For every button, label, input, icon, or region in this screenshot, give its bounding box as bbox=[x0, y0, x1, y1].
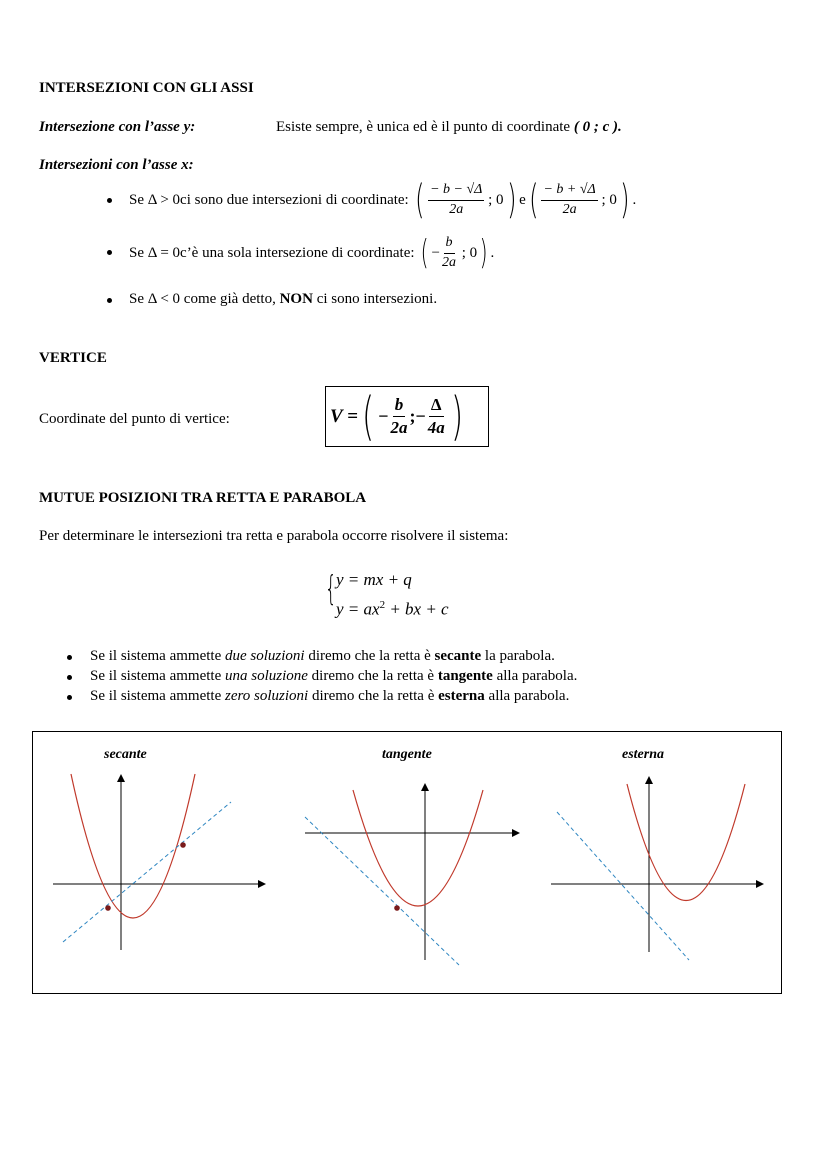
fraction-root2 bbox=[541, 183, 597, 217]
semicolon-zero: ; 0 bbox=[461, 244, 478, 261]
bullet3-condition: Δ < 0 bbox=[147, 291, 181, 307]
bullet1-condition: Δ > 0 bbox=[147, 191, 181, 208]
bullet-dot bbox=[107, 250, 112, 255]
paren-close: ) bbox=[620, 177, 630, 223]
conjunction-e: e bbox=[519, 191, 526, 208]
eq2-exponent: 2 bbox=[379, 599, 386, 611]
y-axis-label: Intersezione con l’asse y: bbox=[39, 119, 196, 135]
section-heading-intersections: INTERSEZIONI CON GLI ASSI bbox=[39, 80, 254, 96]
caption-esterna: esterna bbox=[622, 747, 664, 762]
paren-close: ) bbox=[479, 233, 488, 273]
intersection-point bbox=[180, 842, 186, 848]
bullet2-condition: Δ = 0 bbox=[147, 244, 181, 261]
fraction-denominator: 2a bbox=[390, 418, 408, 437]
bullet-one-intersection bbox=[129, 230, 494, 276]
text: alla parabola. bbox=[484, 688, 570, 704]
fraction-numerator: − b + √Δ bbox=[541, 183, 597, 201]
system-eq1: y = mx + q bbox=[336, 570, 412, 589]
parabola-curve bbox=[353, 790, 483, 906]
paren-open: ( bbox=[420, 233, 429, 273]
paren-close: ) bbox=[450, 386, 463, 447]
bullet-dot bbox=[107, 198, 112, 203]
italic-text: una soluzione bbox=[224, 668, 308, 684]
bullet2-text: c’è una sola intersezione di coordinate: bbox=[180, 244, 415, 261]
bold-text: secante bbox=[434, 648, 482, 664]
bullet3-end: ci sono intersezioni. bbox=[316, 291, 438, 307]
figures-svg bbox=[33, 732, 781, 993]
fraction-root1 bbox=[428, 183, 484, 217]
eq2-part-a: y = ax bbox=[336, 599, 380, 619]
tangent-point bbox=[394, 905, 400, 911]
bullet-dot bbox=[67, 695, 72, 700]
bullet1-text: ci sono due intersezioni di coordinate: bbox=[180, 191, 409, 208]
bullet-tangente bbox=[90, 668, 577, 685]
bullet-esterna bbox=[90, 688, 569, 705]
paren-open: ( bbox=[528, 177, 539, 223]
fraction-denominator: 2a bbox=[449, 201, 464, 217]
positions-intro: Per determinare le intersezioni tra retta e parabola occorre risolvere il sistema: bbox=[39, 528, 509, 544]
fraction-numerator: Δ bbox=[429, 396, 444, 417]
minus-sign: − bbox=[431, 244, 441, 261]
text: diremo che la retta è bbox=[308, 688, 439, 704]
bullet-two-intersections bbox=[129, 174, 636, 226]
fraction-vertex-x bbox=[440, 236, 458, 270]
semicolon-zero: ; 0 bbox=[601, 191, 617, 208]
text: la parabola. bbox=[481, 648, 555, 664]
bullet1-se: Se bbox=[129, 191, 144, 208]
eq2-part-b: + bx + c bbox=[385, 599, 449, 619]
bullet-dot bbox=[67, 655, 72, 660]
bullet2-se: Se bbox=[129, 244, 144, 261]
fraction-vertex-x bbox=[388, 396, 409, 437]
paren-open: ( bbox=[361, 386, 375, 447]
text: diremo che la retta è bbox=[304, 648, 435, 664]
fraction-vertex-y bbox=[426, 396, 447, 437]
bullet-dot bbox=[107, 298, 112, 303]
section-heading-positions: MUTUE POSIZIONI TRA RETTA E PARABOLA bbox=[39, 490, 367, 506]
parabola-curve bbox=[71, 774, 195, 918]
bold-text: esterna bbox=[438, 688, 485, 704]
paren-close: ) bbox=[506, 177, 517, 223]
bullet3-non: NON bbox=[279, 291, 313, 307]
x-axis-label: Intersezioni con l’asse x: bbox=[39, 157, 194, 173]
period: . bbox=[632, 191, 637, 208]
graph-esterna bbox=[551, 777, 763, 960]
bullet3-se: Se bbox=[129, 291, 144, 307]
fraction-denominator: 2a bbox=[562, 201, 577, 217]
system-eq2 bbox=[336, 599, 449, 620]
fraction-numerator: b bbox=[393, 396, 406, 417]
paren-open: ( bbox=[415, 177, 425, 223]
y-axis-point: ( 0 ; c ). bbox=[573, 119, 622, 135]
graph-secante bbox=[53, 774, 265, 950]
graph-tangente bbox=[305, 784, 519, 965]
fraction-denominator: 2a bbox=[442, 254, 457, 270]
y-axis-description bbox=[276, 119, 622, 136]
intersection-point bbox=[105, 905, 111, 911]
caption-tangente: tangente bbox=[382, 747, 432, 762]
italic-text: zero soluzioni bbox=[224, 688, 309, 704]
bullet-secante bbox=[90, 648, 555, 665]
bullet-dot bbox=[67, 675, 72, 680]
fraction-numerator: − b − √Δ bbox=[428, 183, 484, 201]
text: diremo che la retta è bbox=[307, 668, 438, 684]
section-heading-vertex: VERTICE bbox=[39, 350, 107, 366]
bullet-no-intersections bbox=[129, 291, 437, 308]
tangent-line bbox=[305, 817, 459, 965]
vertex-v-equals: V = bbox=[330, 405, 358, 427]
figures-box bbox=[32, 731, 782, 994]
y-axis-text: Esiste sempre, è unica ed è il punto di coordinate bbox=[276, 119, 571, 135]
vertex-label: Coordinate del punto di vertice: bbox=[39, 411, 230, 427]
bullet3-text: come già detto, bbox=[183, 291, 276, 307]
semicolon-zero: ; 0 bbox=[488, 191, 504, 208]
period: . bbox=[490, 244, 495, 261]
fraction-numerator: b bbox=[444, 236, 455, 254]
parabola-curve bbox=[627, 784, 745, 901]
text: Se il sistema ammette bbox=[90, 688, 225, 704]
text: Se il sistema ammette bbox=[90, 668, 225, 684]
text: alla parabola. bbox=[492, 668, 578, 684]
minus-sign: − bbox=[378, 406, 389, 426]
caption-secante: secante bbox=[104, 747, 147, 762]
secant-line bbox=[63, 802, 231, 942]
system-brace: { bbox=[324, 569, 337, 609]
fraction-denominator: 4a bbox=[427, 418, 445, 437]
italic-text: due soluzioni bbox=[224, 648, 305, 664]
separator: ;− bbox=[409, 406, 426, 426]
vertex-formula-box bbox=[325, 386, 489, 447]
external-line bbox=[557, 812, 689, 960]
text: Se il sistema ammette bbox=[90, 648, 225, 664]
bold-text: tangente bbox=[437, 668, 493, 684]
